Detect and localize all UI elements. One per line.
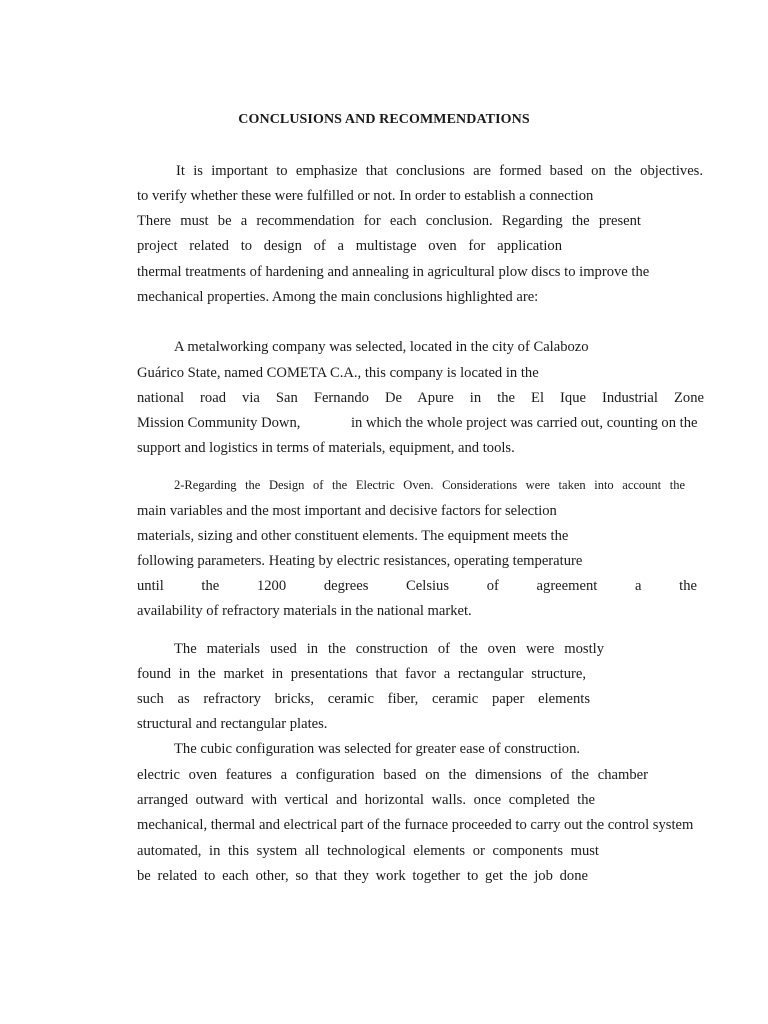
paragraph-line: national road via San Fernando De Apure in the El Ique Industrial Zone [137,390,704,406]
paragraph-line: project related to design of a multistage oven for application [137,238,562,254]
paragraph-line: A metalworking company was selected, located in the city of Calabozo [174,339,589,355]
paragraph-line: to verify whether these were fulfilled or not. In order to establish a connection [137,188,594,204]
paragraph-line: Guárico State, named COMETA C.A., this company is located in the [137,365,539,381]
paragraph-line: The materials used in the construction of the oven were mostly [174,641,604,657]
paragraph-line: such as refractory bricks, ceramic fiber, ceramic paper elements [137,691,590,707]
paragraph-line: automated, in this system all technological elements or components must [137,843,599,859]
paragraph-line: mechanical properties. Among the main conclusions highlighted are: [137,289,539,305]
paragraph-line: mechanical, thermal and electrical part of the furnace proceeded to carry out the control system [137,817,694,833]
paragraph-line: found in the market in presentations that favor a rectangular structure, [137,666,586,682]
paragraph-line: Mission Community Down, [137,415,301,431]
paragraph-line: The cubic configuration was selected for greater ease of construction. [174,741,581,757]
page-title: CONCLUSIONS AND RECOMMENDATIONS [238,112,530,127]
paragraph-line: be related to each other, so that they work together to get the job done [137,868,588,884]
paragraph-line: 2-Regarding the Design of the Electric Oven. Considerations were taken into account the [174,478,685,492]
paragraph-line: There must be a recommendation for each conclusion. Regarding the present [137,213,641,229]
paragraph-line: until the 1200 degrees Celsius of agreement a the [137,578,697,594]
paragraph-line: structural and rectangular plates. [137,716,328,732]
paragraph-line: support and logistics in terms of materials, equipment, and tools. [137,440,515,456]
paragraph-line: electric oven features a configuration based on the dimensions of the chamber [137,767,648,783]
paragraph-line: following parameters. Heating by electric resistances, operating temperature [137,553,583,569]
paragraph-line: availability of refractory materials in the national market. [137,603,472,619]
paragraph-line: It is important to emphasize that conclusions are formed based on the objectives. [176,163,703,179]
paragraph-line: main variables and the most important and decisive factors for selection [137,503,557,519]
paragraph-line: thermal treatments of hardening and annealing in agricultural plow discs to improve the [137,264,650,280]
paragraph-line: in which the whole project was carried out, counting on the [351,415,698,431]
paragraph-line: materials, sizing and other constituent elements. The equipment meets the [137,528,569,544]
paragraph-line: arranged outward with vertical and horizontal walls. once completed the [137,792,595,808]
